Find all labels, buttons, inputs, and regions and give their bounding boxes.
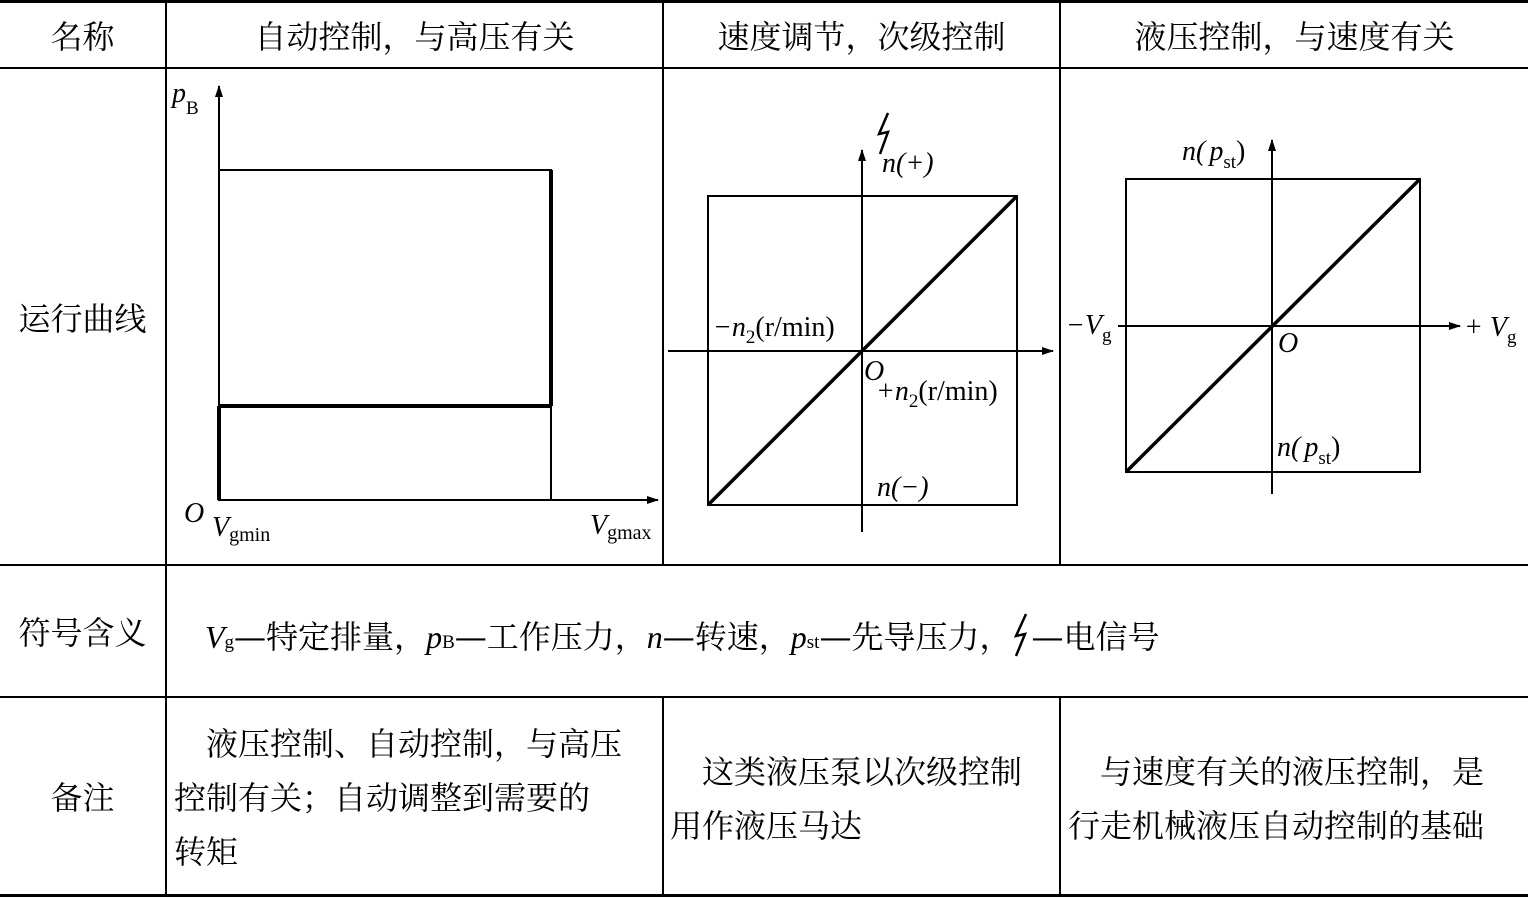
chart3-left-label: $-V_g$ bbox=[1066, 310, 1112, 346]
row-label-notes: 备注 bbox=[50, 779, 115, 817]
note-line: 这类液压泵以次级控制 bbox=[670, 753, 1023, 791]
symbol-vg: V bbox=[205, 619, 225, 655]
note-line: 控制有关；自动调整到需要的 bbox=[174, 779, 591, 817]
chart1-vgmin-label: Vgmin bbox=[212, 512, 271, 546]
header-name: 名称 bbox=[50, 18, 115, 56]
header-auto-control: 自动控制，与高压有关 bbox=[254, 18, 575, 56]
chart2-pos-speed-label: $+n_2(r/\min)$ bbox=[876, 376, 998, 412]
symbol-legend bbox=[205, 612, 1160, 658]
chart3-top-label: n( $p_{st}$) bbox=[1182, 136, 1246, 173]
chart1-origin-label: O bbox=[184, 498, 205, 529]
symbol-pb-text: —工作压力， bbox=[454, 618, 647, 656]
symbol-pst-text: —先导压力， bbox=[819, 618, 1012, 656]
symbol-signal-text: —电信号 bbox=[1031, 618, 1160, 656]
chart1-axes bbox=[219, 86, 658, 500]
note-auto-control bbox=[174, 717, 658, 879]
symbol-pb: p bbox=[426, 619, 443, 655]
electric-signal-icon bbox=[1012, 612, 1030, 658]
note-line: 转矩 bbox=[174, 833, 239, 871]
symbol-pb-sub: B bbox=[442, 632, 455, 653]
note-line: 液压控制、自动控制，与高压 bbox=[174, 725, 623, 763]
chart3-right-label: + $V_g$ bbox=[1464, 312, 1517, 348]
symbol-vg-text: —特定排量， bbox=[234, 618, 427, 656]
chart3-bottom-label: n( $p_{st}$) bbox=[1277, 432, 1341, 469]
symbol-n: n bbox=[646, 619, 663, 655]
row-label-symbols: 符号含义 bbox=[18, 614, 147, 652]
chart3-origin-label: O bbox=[1278, 328, 1299, 359]
chart1-y-axis-label: $p_B$ bbox=[172, 78, 199, 119]
header-speed-regulation: 速度调节，次级控制 bbox=[717, 18, 1006, 56]
chart2-bottom-label: n(−) bbox=[877, 472, 929, 503]
symbol-pst: p bbox=[790, 619, 807, 655]
row-label-curve: 运行曲线 bbox=[18, 299, 147, 338]
note-line: 与速度有关的液压控制，是 bbox=[1068, 753, 1485, 791]
chart1-operating-line bbox=[219, 170, 551, 500]
symbol-vg-sub: g bbox=[224, 632, 235, 653]
chart2-top-label: n(+) bbox=[882, 148, 934, 179]
symbol-n-text: —转速， bbox=[662, 618, 791, 656]
note-speed-regulation bbox=[670, 745, 1056, 853]
note-line: 用作液压马达 bbox=[670, 807, 863, 845]
chart1-vgmax-label: Vgmax bbox=[590, 510, 652, 544]
chart1-outer-rect bbox=[219, 170, 551, 500]
note-line: 行走机械液压自动控制的基础 bbox=[1068, 807, 1485, 845]
chart2-neg-speed-label: $-n_2(r/\min)$ bbox=[713, 312, 835, 348]
header-hydraulic-control: 液压控制，与速度有关 bbox=[1134, 18, 1455, 56]
symbol-pst-sub: st bbox=[806, 632, 820, 653]
note-hydraulic-control bbox=[1068, 745, 1526, 853]
chart2-origin-label: O bbox=[864, 356, 885, 387]
